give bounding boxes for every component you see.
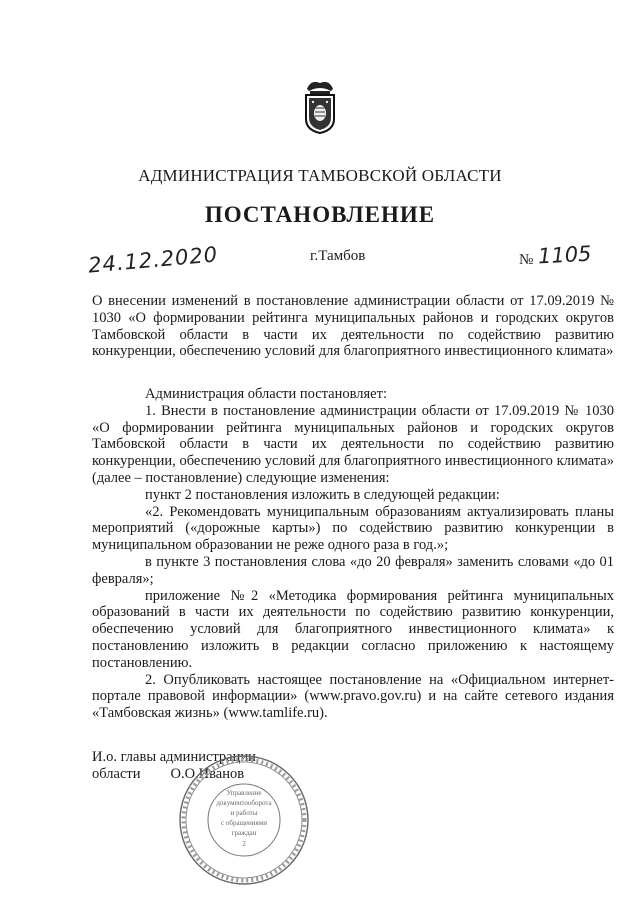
- document-type-heading: ПОСТАНОВЛЕНИЕ: [204, 202, 436, 227]
- signatory-title-line2: области: [92, 766, 141, 782]
- stamp-number: 2: [242, 840, 246, 848]
- clause-1-item-appendix: приложение №2 «Методика формирования рейтинга муниципальных образований в части их деятельности по содействию развитию конкуренции, обеспечению условий для благоприятного инвестиционного климата» к постановлению изложить в редакции согласно приложению к настоящему постановлению.: [92, 587, 614, 671]
- clause-1-item-intro: пункт 2 постановления изложить в следующей редакции:: [145, 486, 500, 503]
- stamp-line-1: Управление: [226, 789, 262, 797]
- coat-of-arms-icon: [301, 75, 339, 135]
- stamp-line-4: с обращениями: [221, 819, 267, 827]
- number-sign: №: [519, 252, 534, 268]
- city-label: г.Тамбов: [310, 248, 366, 264]
- stamp-line-3: и работы: [230, 809, 258, 817]
- signatory-title-line1: И.о. главы администрации: [92, 749, 256, 765]
- clause-1-item-text: «2. Рекомендовать муниципальным образованиям актуализировать планы мероприятий («дорожные карты») по содействию развитию конкуренции в муниципальном образовании не реже одного раза в год.»;: [92, 503, 614, 554]
- round-stamp-icon: [176, 752, 312, 888]
- clause-1-item-point3: в пункте 3 постановления слова «до 20 февраля» заменить словами «до 01 февраля»;: [92, 553, 614, 587]
- clause-1: 1. Внести в постановление администрации области от 17.09.2019 № 1030 «О формировании рейтинга муниципальных районов и городских округов Тамбовской области в части их деятельности по содействию развитию конкуренции, обеспечению условий для благоприятного инвестиционного климата» (далее – постановление) следующие изменения:: [92, 402, 614, 486]
- preamble: Администрация области постановляет:: [145, 386, 387, 402]
- signatory-name: О.О.Иванов: [170, 766, 245, 782]
- stamp-line-5: граждан: [231, 829, 257, 837]
- handwritten-document-number: 1105: [537, 241, 593, 269]
- handwritten-date: 24.12.2020: [87, 242, 220, 278]
- agency-title: АДМИНИСТРАЦИЯ ТАМБОВСКОЙ ОБЛАСТИ: [138, 166, 502, 185]
- stamp-line-2: документооборота: [216, 799, 272, 807]
- document-subject: О внесении изменений в постановление администрации области от 17.09.2019 № 1030 «О формировании рейтинга муниципальных районов и городских округов Тамбовской области в части их деятельности по содействию развитию конкуренции, обеспечению условий для благоприятного инвестиционного климата»: [92, 293, 614, 360]
- document-body: [92, 386, 614, 722]
- clause-2: 2. Опубликовать настоящее постановление на «Официальном интернет-портале правовой информации» (www.pravo.gov.ru) и на сайте сетевого издания «Тамбовская жизнь» (www.tamlife.ru).: [92, 671, 614, 722]
